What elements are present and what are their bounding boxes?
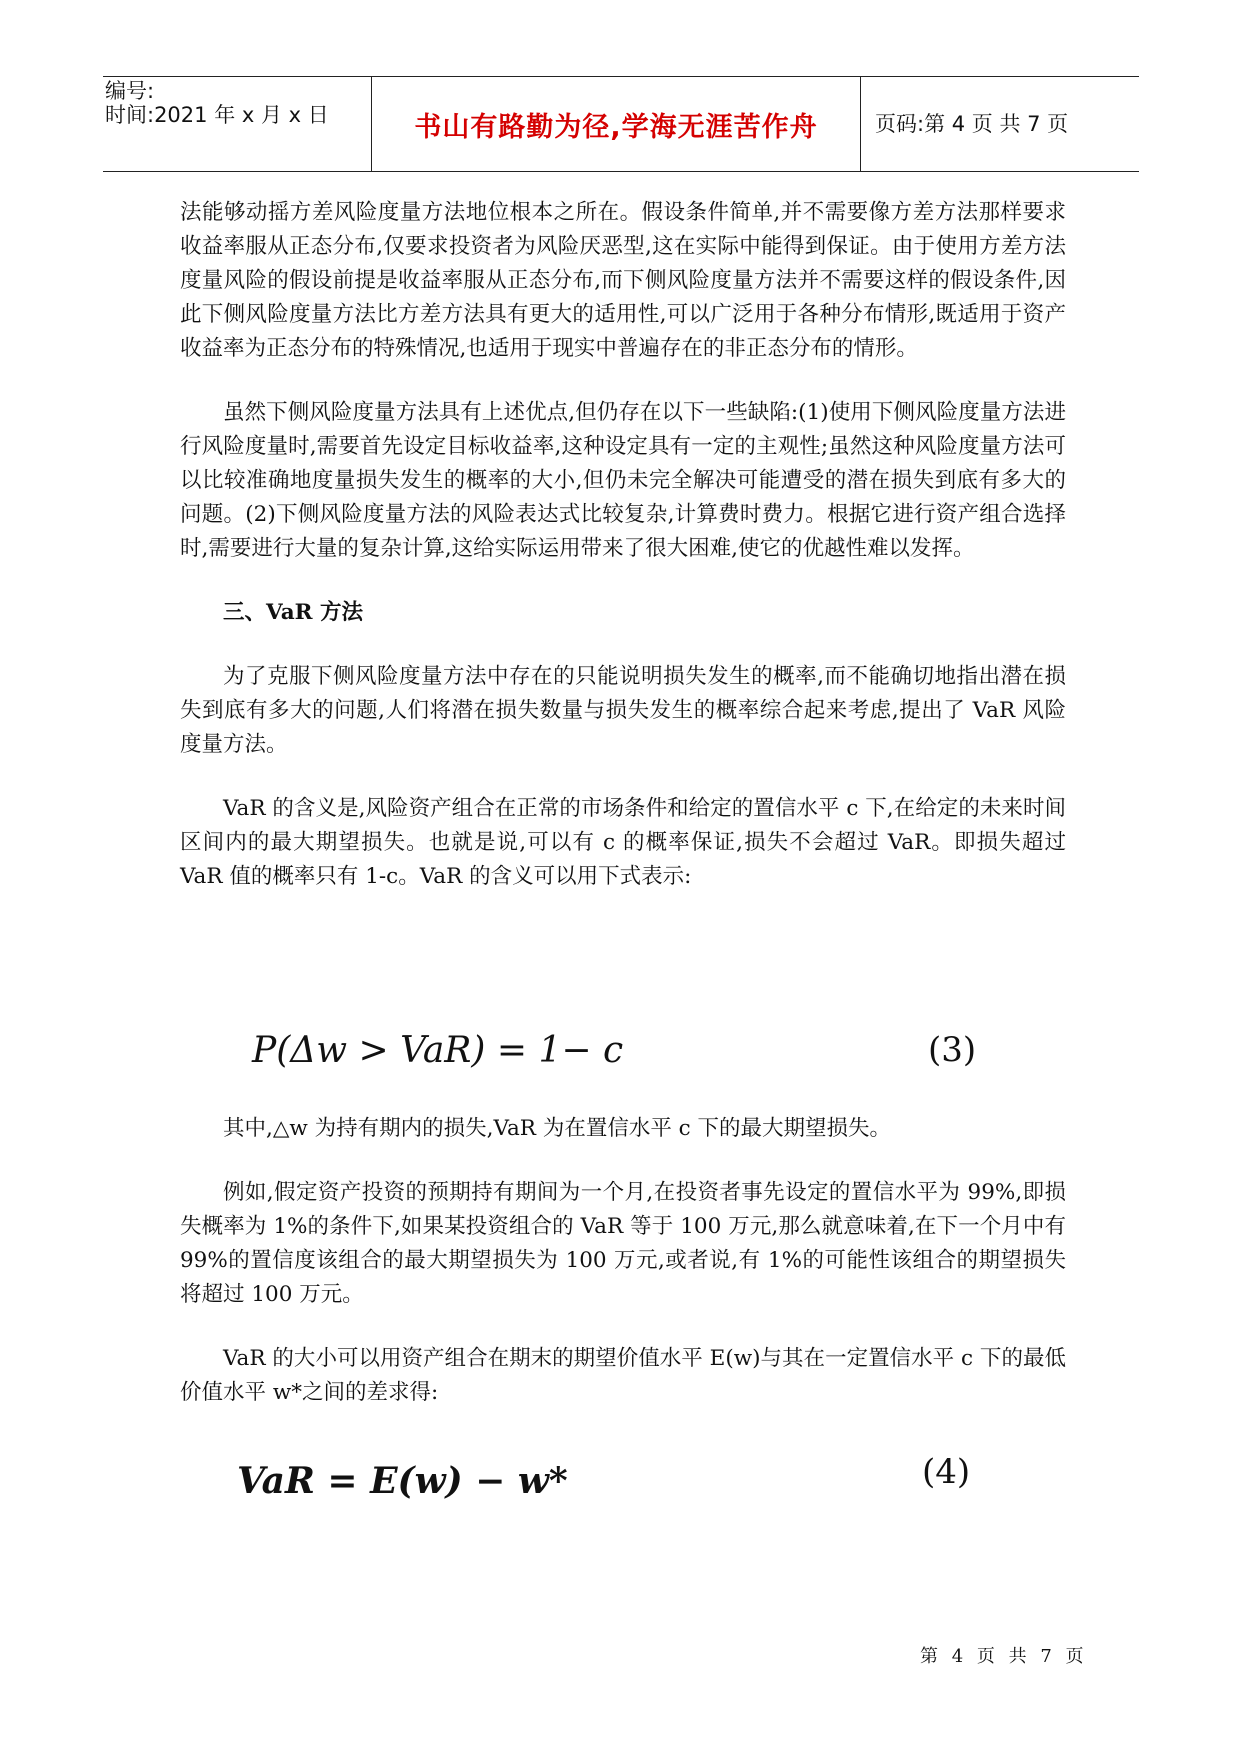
equation-4-number: (4) (922, 1452, 971, 1492)
page-header (103, 76, 1139, 172)
body-paragraph-3: 为了克服下侧风险度量方法中存在的只能说明损失发生的概率,而不能确切地指出潜在损失到底有多大的问题,人们将潜在损失数量与损失发生的概率综合起来考虑,提出了 VaR 风险度量方法。 (180, 664, 1066, 757)
page-footer: 第 4 页 共 7 页 (920, 1646, 1088, 1667)
header-motto: 书山有路勤为径,学海无涯苦作舟 (414, 112, 818, 143)
document-time-label: 时间:2021 年 x 月 x 日 (105, 103, 329, 127)
header-middle-cell (371, 77, 861, 171)
document-number-label: 编号: (105, 79, 155, 103)
body-paragraph-6: 例如,假定资产投资的预期持有期间为一个月,在投资者事先设定的置信水平为 99%,即损失概率为 1%的条件下,如果某投资组合的 VaR 等于 100 万元,那么就意味着,在下一个月中有 99%的置信度该组合的最大期望损失为 100 万元,或者说,有 1%的可能性该组合的期望损失将超过 100 万元。 (180, 1180, 1066, 1307)
equation-3: P(Δw > VaR) = 1− c (252, 1030, 624, 1071)
body-paragraph-7: VaR 的大小可以用资产组合在期末的期望价值水平 E(w)与其在一定置信水平 c 下的最低价值水平 w*之间的差求得: (180, 1346, 1066, 1405)
equation-3-number: (3) (928, 1030, 977, 1070)
document-body-lower (180, 1112, 1066, 1410)
equation-4: VaR = E(w) − w* (237, 1460, 568, 1502)
header-right-cell (861, 77, 1139, 171)
section-heading: 三、VaR 方法 (223, 600, 363, 625)
document-body (180, 196, 1066, 894)
body-paragraph-2: 虽然下侧风险度量方法具有上述优点,但仍存在以下一些缺陷:(1)使用下侧风险度量方法进行风险度量时,需要首先设定目标收益率,这种设定具有一定的主观性;虽然这种风险度量方法可以比较准确地度量损失发生的概率的大小,但仍未完全解决可能遭受的潜在损失到底有多大的问题。(2)下侧风险度量方法的风险表达式比较复杂,计算费时费力。根据它进行资产组合选择时,需要进行大量的复杂计算,这给实际运用带来了很大困难,使它的优越性难以发挥。 (180, 400, 1066, 561)
body-paragraph-4: VaR 的含义是,风险资产组合在正常的市场条件和给定的置信水平 c 下,在给定的未来时间区间内的最大期望损失。也就是说,可以有 c 的概率保证,损失不会超过 VaR。即损失超过 VaR 值的概率只有 1-c。VaR 的含义可以用下式表示: (180, 796, 1066, 889)
body-paragraph-5: 其中,△w 为持有期内的损失,VaR 为在置信水平 c 下的最大期望损失。 (223, 1116, 892, 1141)
header-left-cell (103, 77, 371, 171)
header-page-label: 页码:第 4 页 共 7 页 (875, 112, 1069, 136)
body-paragraph-1: 法能够动摇方差风险度量方法地位根本之所在。假设条件简单,并不需要像方差方法那样要求收益率服从正态分布,仅要求投资者为风险厌恶型,这在实际中能得到保证。由于使用方差方法度量风险的假设前提是收益率服从正态分布,而下侧风险度量方法并不需要这样的假设条件,因此下侧风险度量方法比方差方法具有更大的适用性,可以广泛用于各种分布情形,既适用于资产收益率为正态分布的特殊情况,也适用于现实中普遍存在的非正态分布的情形。 (180, 200, 1066, 361)
